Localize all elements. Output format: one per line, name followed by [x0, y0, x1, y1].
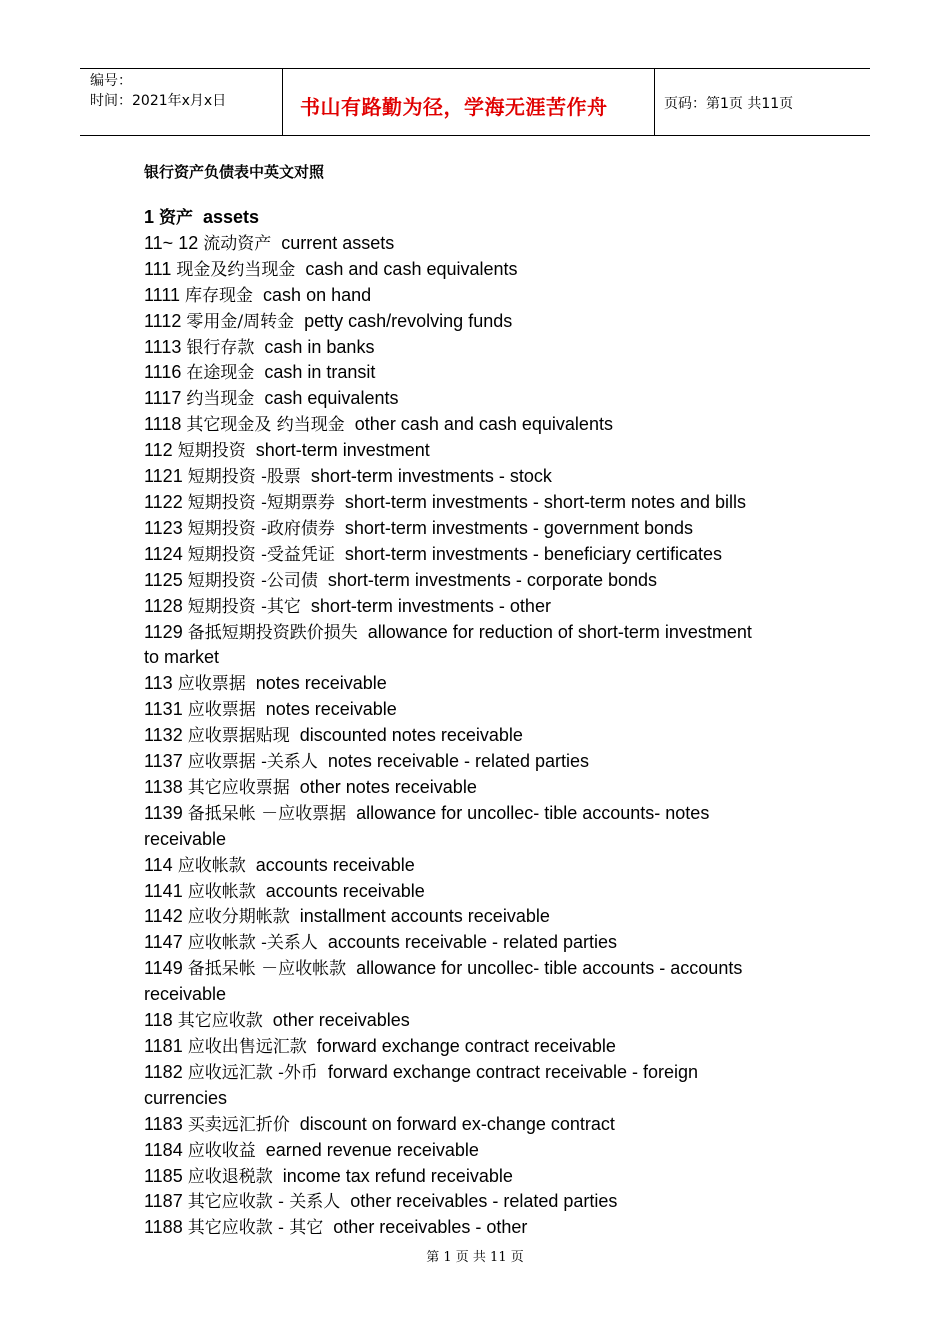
entry-english-term: installment accounts receivable [289, 906, 550, 927]
entry-code: 1188 [144, 1217, 188, 1238]
entry-code: 1187 [144, 1191, 188, 1212]
glossary-entry [144, 697, 814, 723]
entry-chinese-term: 在途现金 [186, 363, 255, 384]
glossary-entry [144, 1086, 814, 1112]
entry-english-term: cash and cash equivalents [295, 258, 518, 279]
entry-code: 1125 [144, 569, 188, 590]
glossary-entry [144, 879, 814, 905]
entry-english-term: current assets [271, 232, 395, 253]
entry-code: 1185 [144, 1165, 188, 1186]
entry-english-term: accounts receivable [245, 854, 415, 875]
entry-code: 1121 [144, 466, 188, 487]
entry-chinese-term: 买卖远汇折价 [187, 1114, 290, 1135]
entry-chinese-term: 库存现金 [185, 285, 254, 306]
entry-english-term: forward exchange contract receivable - foreign [317, 1061, 699, 1082]
entry-code: 1 [144, 207, 160, 227]
entry-chinese-term: 应收分期帐款 [187, 907, 290, 928]
header-divider-left [282, 69, 283, 135]
entry-chinese-term: 其它应收款 [177, 1011, 263, 1032]
entry-chinese-term: 其它应收票据 [187, 777, 290, 798]
entry-english-term: allowance for reduction of short-term investment [357, 621, 752, 642]
entry-english-term: other receivables [262, 1010, 410, 1031]
glossary-entry [144, 1008, 814, 1034]
header-page-info: 页码：第1页 共11页 [664, 96, 794, 112]
entry-code: 1131 [144, 699, 188, 720]
glossary-entry [144, 1189, 814, 1215]
entry-chinese-term: 短期投资 -公司债 [187, 570, 318, 591]
glossary-entry [144, 775, 814, 801]
entry-code: 1111 [144, 284, 186, 305]
entry-code: 1184 [144, 1139, 188, 1160]
entry-code: 1123 [144, 517, 188, 538]
entry-english-term: cash equivalents [254, 388, 399, 409]
entry-english-term: short-term investment [245, 440, 430, 461]
entry-code: 1116 [144, 362, 187, 383]
entry-code: 1137 [144, 751, 188, 772]
entry-code: 1132 [144, 725, 188, 746]
entry-code: 1183 [144, 1113, 188, 1134]
entry-english-term: notes receivable - related parties [317, 751, 590, 772]
entry-code: 11~ 12 [144, 232, 204, 253]
entry-english-term: notes receivable [255, 699, 397, 720]
entry-code: 114 [144, 854, 178, 875]
entry-chinese-term: 应收票据贴现 [187, 726, 290, 747]
glossary-entry [144, 542, 814, 568]
glossary-entry [144, 749, 814, 775]
entry-chinese-term: 应收收益 [187, 1140, 256, 1161]
glossary-entry [144, 231, 814, 257]
entry-chinese-term: 短期投资 -政府债券 [187, 518, 335, 539]
entry-english-term: short-term investments - corporate bonds [317, 569, 658, 590]
entry-english-term: other cash and cash equivalents [344, 414, 613, 435]
entry-english-term: short-term investments - stock [300, 466, 552, 487]
glossary-entry [144, 594, 814, 620]
glossary-entry [144, 620, 814, 646]
entry-chinese-term: 应收出售远汇款 [187, 1037, 307, 1057]
header-meta [90, 71, 226, 111]
entry-chinese-term: 应收远汇款 -外币 [187, 1062, 318, 1083]
glossary-entry [144, 1060, 814, 1086]
entry-english-term: other receivables - related parties [340, 1191, 618, 1212]
entry-chinese-term: 应收票据 -关系人 [187, 752, 318, 773]
entry-code: 1142 [144, 906, 188, 927]
entry-code: 118 [144, 1010, 178, 1031]
glossary-entry [144, 1034, 814, 1060]
glossary-entry [144, 1164, 814, 1190]
entry-chinese-term: 备抵呆帐 －应收帐款 [187, 959, 347, 980]
entry-chinese-term: 应收帐款 [187, 881, 256, 902]
entry-english-term: notes receivable [245, 673, 387, 694]
glossary-entry [144, 1138, 814, 1164]
entry-english-term: other notes receivable [289, 776, 477, 797]
glossary-entry [144, 386, 814, 412]
glossary-entry [144, 1112, 814, 1138]
glossary-entry [144, 490, 814, 516]
entry-english-term: accounts receivable [255, 880, 425, 901]
glossary-entry [144, 335, 814, 361]
entry-chinese-term: 短期投资 -受益凭证 [187, 544, 335, 565]
entry-code: 1147 [144, 932, 188, 953]
entry-chinese-term: 应收帐款 [177, 855, 246, 876]
entry-english-term: discount on forward ex-change contract [289, 1113, 615, 1134]
entry-english-term: receivable [144, 828, 227, 849]
document-number-label: 编号： [90, 73, 132, 89]
entry-chinese-term: 备抵呆帐 －应收票据 [187, 803, 347, 824]
glossary-entry [144, 438, 814, 464]
entry-code: 1128 [144, 595, 188, 616]
entry-chinese-term: 零用金/周转金 [186, 311, 295, 332]
header-motto: 书山有路勤为径，学海无涯苦作舟 [300, 95, 608, 119]
entry-english-term: short-term investments - other [300, 595, 551, 616]
document-title: 银行资产负债表中英文对照 [144, 163, 325, 181]
page-header [80, 68, 870, 136]
glossary-entry [144, 982, 814, 1008]
entry-code: 112 [144, 440, 178, 461]
entry-chinese-term: 资产 [159, 208, 194, 228]
entry-english-term: to market [144, 647, 220, 668]
entry-chinese-term: 其它应收款 - 其它 [187, 1218, 324, 1239]
entry-chinese-term: 银行存款 [186, 337, 255, 358]
glossary-entry [144, 801, 814, 827]
entry-chinese-term: 现金及约当现金 [176, 259, 296, 280]
glossary-entry [144, 930, 814, 956]
entry-english-term: cash on hand [253, 284, 372, 305]
entry-code: 1138 [144, 776, 188, 797]
entry-code: 1139 [144, 802, 188, 823]
entry-code: 1122 [144, 491, 188, 512]
glossary-entry [144, 568, 814, 594]
glossary-entry [144, 956, 814, 982]
glossary-entry [144, 516, 814, 542]
entry-chinese-term: 短期投资 -其它 [187, 596, 301, 617]
entry-code: 1129 [144, 621, 188, 642]
entry-english-term: short-term investments - short-term notes and bills [334, 491, 747, 512]
glossary-entry [144, 464, 814, 490]
entry-english-term: cash in transit [254, 362, 376, 383]
entry-chinese-term: 短期投资 -股票 [187, 467, 301, 488]
entry-code: 1117 [144, 388, 187, 409]
entry-english-term: cash in banks [254, 336, 375, 357]
entry-english-term: currencies [144, 1087, 228, 1108]
glossary-entry [144, 671, 814, 697]
entry-chinese-term: 短期投资 -短期票券 [187, 492, 335, 513]
entry-chinese-term: 流动资产 [203, 233, 272, 254]
glossary-entry [144, 853, 814, 879]
entry-english-term: receivable [144, 984, 227, 1005]
entry-english-term: assets [193, 207, 260, 227]
entry-code: 1149 [144, 958, 188, 979]
section-heading [144, 205, 814, 231]
entry-code: 1113 [144, 336, 187, 357]
entry-chinese-term: 备抵短期投资跌价损失 [187, 622, 358, 643]
glossary-entry [144, 309, 814, 335]
entry-english-term: short-term investments - beneficiary certificates [334, 543, 722, 564]
entry-code: 1124 [144, 543, 188, 564]
entry-code: 1182 [144, 1061, 188, 1082]
header-divider-right [654, 69, 655, 135]
entry-code: 1181 [144, 1036, 188, 1056]
entry-code: 1112 [144, 310, 187, 331]
entry-english-term: forward exchange contract receivable [306, 1036, 616, 1056]
entry-english-term: income tax refund receivable [272, 1165, 513, 1186]
glossary-entry [144, 360, 814, 386]
entry-english-term: allowance for uncollec- tible accounts - accounts [346, 958, 743, 979]
glossary-list [144, 205, 814, 1241]
entry-chinese-term: 应收退税款 [187, 1166, 273, 1187]
entry-chinese-term: 约当现金 [186, 389, 255, 410]
glossary-entry [144, 645, 814, 671]
document-date: 时间：2021年x月x日 [90, 93, 227, 109]
glossary-entry [144, 723, 814, 749]
glossary-entry [144, 412, 814, 438]
entry-code: 1141 [144, 880, 188, 901]
glossary-entry [144, 904, 814, 930]
entry-chinese-term: 应收票据 [187, 700, 256, 721]
entry-english-term: short-term investments - government bonds [334, 517, 694, 538]
entry-english-term: earned revenue receivable [255, 1139, 479, 1160]
entry-chinese-term: 应收票据 [177, 674, 246, 695]
entry-english-term: petty cash/revolving funds [294, 310, 513, 331]
entry-code: 1118 [144, 414, 187, 435]
entry-chinese-term: 应收帐款 -关系人 [187, 933, 318, 954]
glossary-entry [144, 283, 814, 309]
entry-english-term: accounts receivable - related parties [317, 932, 618, 953]
entry-code: 113 [144, 673, 178, 694]
glossary-entry [144, 827, 814, 853]
entry-chinese-term: 短期投资 [177, 441, 246, 462]
entry-english-term: discounted notes receivable [289, 725, 523, 746]
entry-english-term: other receivables - other [323, 1217, 528, 1238]
entry-code: 111 [144, 258, 177, 279]
entry-english-term: allowance for uncollec- tible accounts- notes [346, 802, 710, 823]
glossary-entry [144, 1215, 814, 1241]
page-footer: 第 1 页 共 11 页 [426, 1250, 524, 1265]
glossary-entry [144, 257, 814, 283]
entry-chinese-term: 其它现金及 约当现金 [186, 415, 345, 436]
entry-chinese-term: 其它应收款 - 关系人 [187, 1192, 341, 1213]
